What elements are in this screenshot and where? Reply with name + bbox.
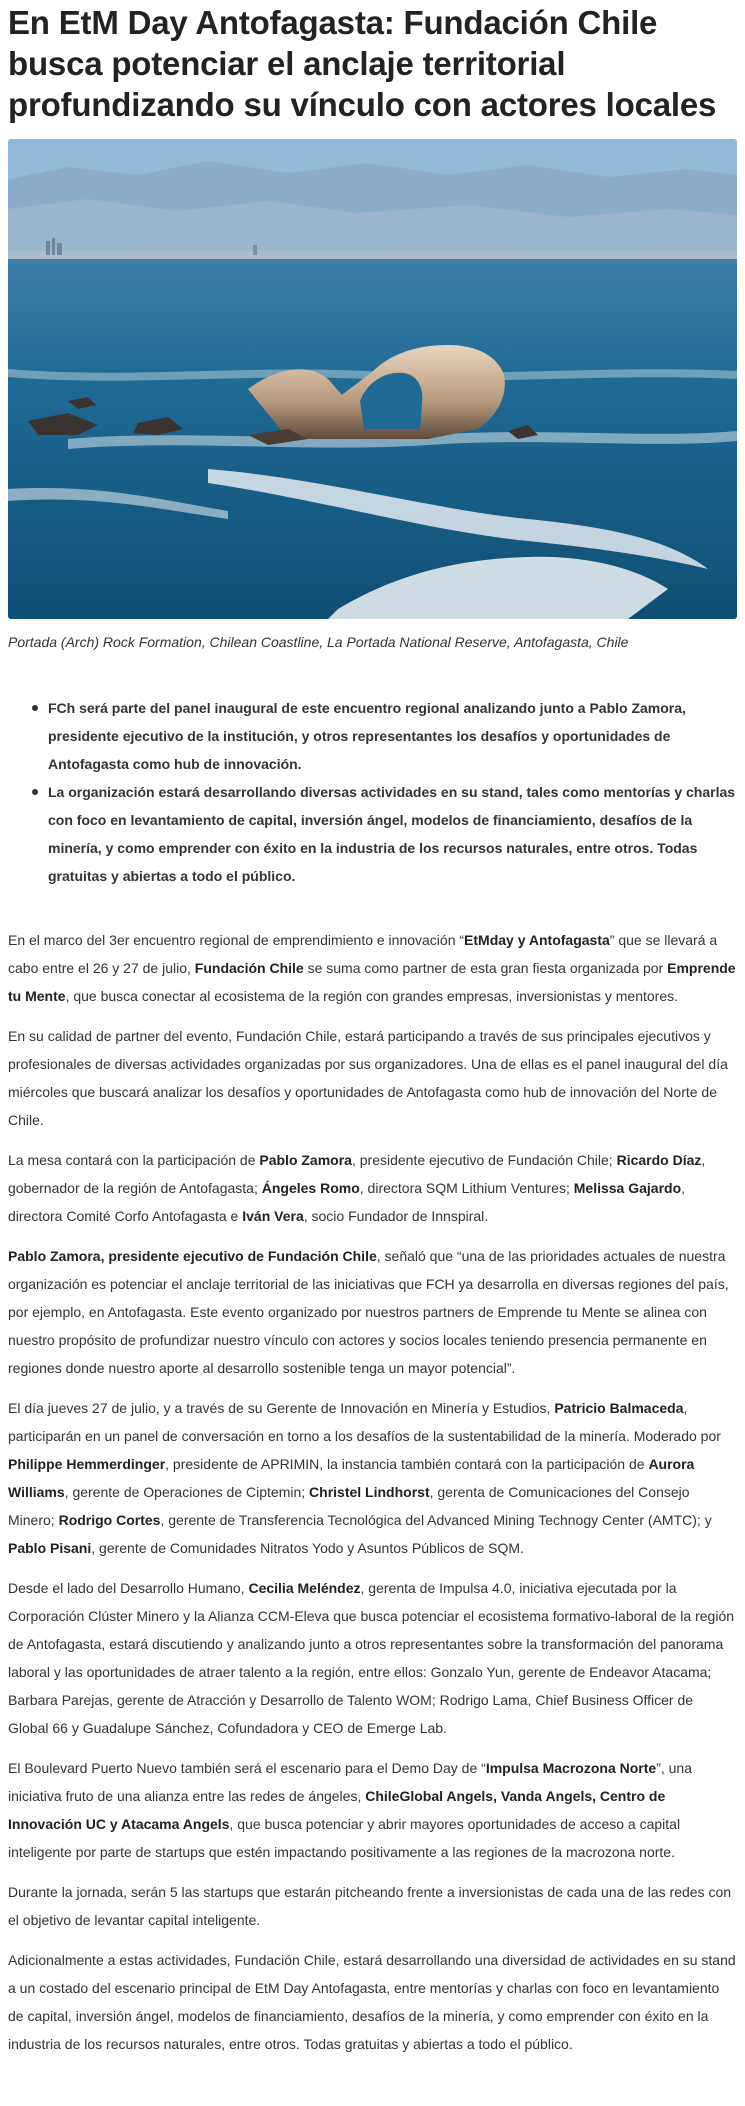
paragraph-demo-day: El Boulevard Puerto Nuevo también será el escenario para el Demo Day de “Impulsa Macrozona Norte”, una iniciativa fruto de una alianza entre las redes de ángeles, ChileGlobal Angels, Vanda Angels, Centro de Innovación UC y Atacama Angels, que busca potenciar y abrir mayores oportunidades de acceso a capital inteligente por parte de startups que estén impactando positivamente a las regiones de la macrozona norte. bbox=[8, 1760, 692, 1860]
highlight-item bbox=[30, 694, 737, 778]
bullet-icon bbox=[32, 705, 38, 711]
image-caption: Portada (Arch) Rock Formation, Chilean Coastline, La Portada National Reserve, Antofagasta, Chile bbox=[8, 634, 629, 650]
paragraph-intro: En el marco del 3er encuentro regional de emprendimiento e innovación “EtMday y Antofagasta” que se llevará a cabo entre el 26 y 27 de julio, Fundación Chile se suma como partner de esta gran fiesta organizada por Emprende tu Mente, que busca conectar al ecosistema de la región con grandes empresas, inversionistas y mentores. bbox=[8, 932, 736, 1004]
paragraph-panel: La mesa contará con la participación de Pablo Zamora, presidente ejecutivo de Fundación Chile; Ricardo Díaz, gobernador de la región de Antofagasta; Ángeles Romo, directora SQM Lithium Ventures; Melissa Gajardo, directora Comité Corfo Antofagasta e Iván Vera, socio Fundador de Innspiral. bbox=[8, 1152, 706, 1224]
hero-image bbox=[8, 139, 737, 619]
highlight-text: FCh será parte del panel inaugural de este encuentro regional analizando junto a Pablo Zamora, presidente ejecutivo de la institución, y otros representantes los desafíos y oportunidades de Antofagasta como hub de innovación. bbox=[48, 700, 686, 772]
highlight-text: La organización estará desarrollando diversas actividades en su stand, tales como mentorías y charlas con foco en levantamiento de capital, inversión ángel, modelos de financiamiento, desafíos de la minería, y como emprender con éxito en la industria de los recursos naturales, entre otros. Todas gratuitas y abiertas a todo el público. bbox=[48, 784, 736, 884]
paragraph-quote: Pablo Zamora, presidente ejecutivo de Fundación Chile, señaló que “una de las prioridades actuales de nuestra organización es potenciar el anclaje territorial de las iniciativas que FCH ya desarrolla en diversas regiones del país, por ejemplo, en Antofagasta. Este evento organizado por nuestros partners de Emprende tu Mente se alinea con nuestro propósito de profundizar nuestro vínculo con actores y socios locales teniendo presencia permanente en regiones donde nuestro aporte al desarrollo sostenible tenga un mayor potencial”. bbox=[8, 1248, 729, 1376]
paragraph-human-development: Desde el lado del Desarrollo Humano, Cecilia Meléndez, gerenta de Impulsa 4.0, iniciativa ejecutada por la Corporación Clúster Minero y la Alianza CCM-Eleva que busca potenciar el ecosistema formativo-laboral de la región de Antofagasta, estará discutiendo y analizando junto a otros representantes sobre la transformación del panorama laboral y las oportunidades de atraer talento a la región, entre ellos: Gonzalo Yun, gerente de Endeavor Atacama; Barbara Parejas, gerente de Atracción y Desarrollo de Talento WOM; Rodrigo Lama, Chief Business Officer de Global 66 y Guadalupe Sánchez, Cofundadora y CEO de Emerge Lab. bbox=[8, 1580, 735, 1736]
bullet-icon bbox=[32, 789, 38, 795]
paragraph-partner: En su calidad de partner del evento, Fundación Chile, estará participando a través de sus principales ejecutivos y profesionales de diversas actividades organizadas por sus organizadores. Una de ellas es el panel inaugural del día miércoles que buscará analizar los desafíos y oportunidades de Antofagasta como hub de innovación del Norte de Chile. bbox=[8, 1028, 728, 1128]
paragraph-startups: Durante la jornada, serán 5 las startups que estarán pitcheando frente a inversionistas de cada una de las redes con el objetivo de levantar capital inteligente. bbox=[8, 1884, 732, 1928]
paragraph-mining-panel: El día jueves 27 de julio, y a través de su Gerente de Innovación en Minería y Estudios, Patricio Balmaceda, participarán en un panel de conversación en torno a los desafíos de la sustentabilidad de la minería. Moderado por Philippe Hemmerdinger, presidente de APRIMIN, la instancia también contará con la participación de Aurora Williams, gerente de Operaciones de Ciptemin; Christel Lindhorst, gerenta de Comunicaciones del Consejo Minero; Rodrigo Cortes, gerente de Transferencia Tecnológica del Advanced Mining Technogy Center (AMTC); y Pablo Pisani, gerente de Comunidades Nitratos Yodo y Asuntos Públicos de SQM. bbox=[8, 1400, 721, 1556]
highlights-list bbox=[8, 694, 737, 890]
highlight-item bbox=[30, 778, 737, 890]
paragraph-stand-activities: Adicionalmente a estas actividades, Fundación Chile, estará desarrollando una diversidad de actividades en su stand a un costado del escenario principal de EtM Day Antofagasta, entre mentorías y charlas con foco en levantamiento de capital, inversión ángel, modelos de financiamiento, desafíos de la minería, y como emprender con éxito en la industria de los recursos naturales, entre otros. Todas gratuitas y abiertas a todo el público. bbox=[8, 1952, 736, 2052]
article-title: En EtM Day Antofagasta: Fundación Chile busca potenciar el anclaje territorial profundizando su vínculo con actores locales bbox=[8, 4, 717, 123]
